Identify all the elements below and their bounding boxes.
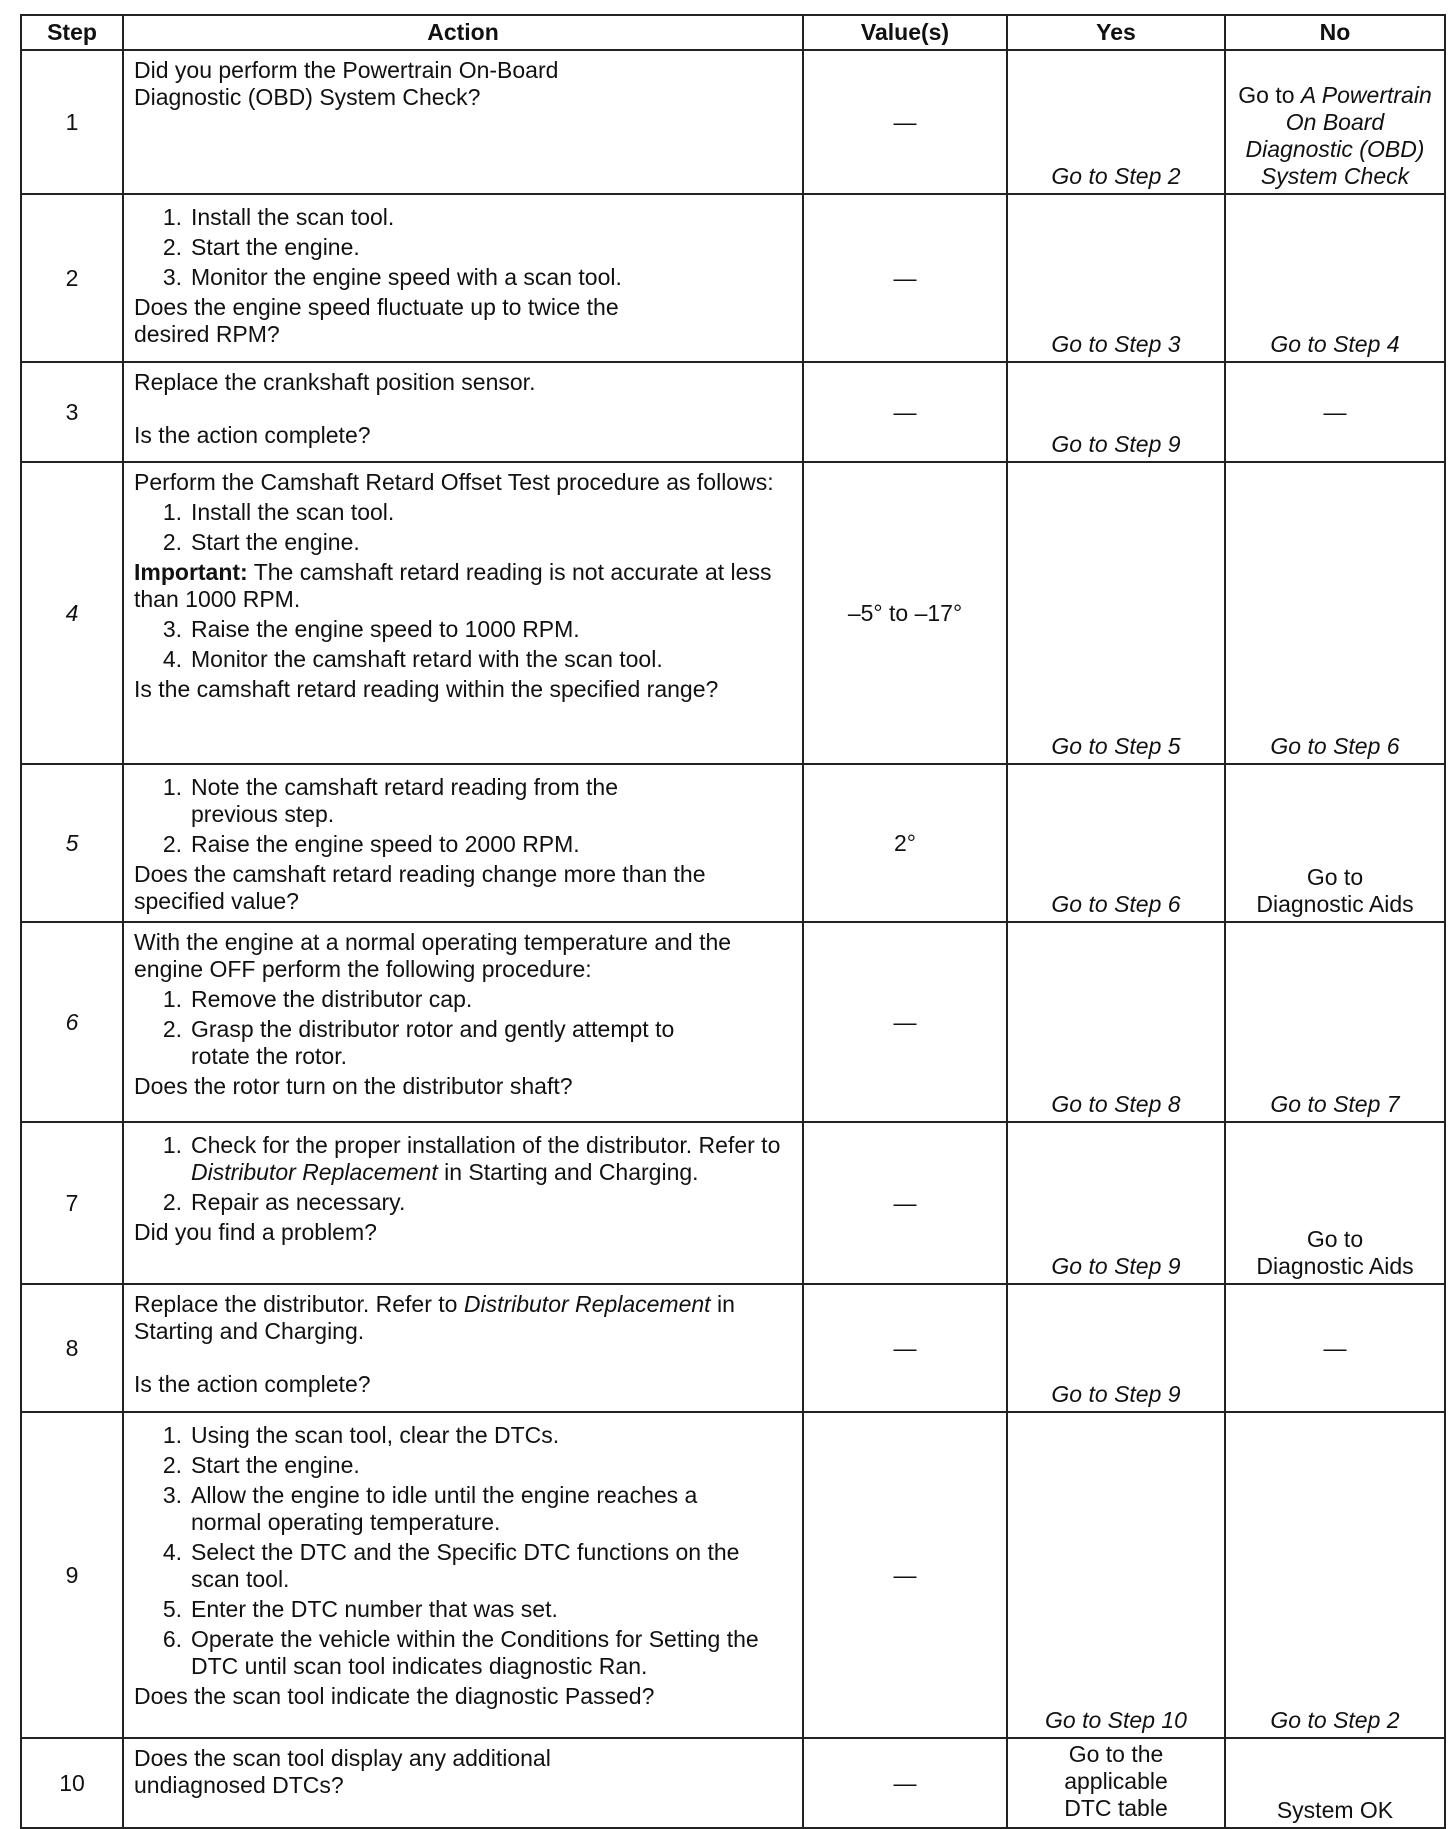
- header-row: [21, 15, 1445, 50]
- no-cell: System OK: [1225, 1738, 1445, 1828]
- value-cell: —: [803, 1412, 1007, 1738]
- yes-cell: Go to Step 9: [1007, 362, 1225, 462]
- list-item: 2. Start the engine.: [162, 234, 360, 260]
- list-item: 3. Monitor the engine speed with a scan tool.: [162, 264, 622, 290]
- action-cell: [123, 50, 803, 194]
- list-item: 4. Monitor the camshaft retard with the scan tool.: [162, 646, 663, 672]
- procedure-list: [134, 499, 792, 556]
- table-row: [21, 764, 1445, 922]
- item-text: Check for the proper installation of the distributor. Refer to: [191, 1132, 781, 1158]
- action-question: Does the rotor turn on the distributor shaft?: [134, 1073, 573, 1099]
- action-question: Is the action complete?: [134, 422, 371, 448]
- list-item: 4. Select the DTC and the Specific DTC functions on the scan tool.: [162, 1539, 740, 1592]
- step-number: 9: [21, 1412, 123, 1738]
- yes-cell: Go to Step 6: [1007, 764, 1225, 922]
- header-yes: Yes: [1007, 15, 1225, 50]
- step-number: 3: [21, 362, 123, 462]
- no-cell: —: [1225, 1284, 1445, 1412]
- list-item: 1. Install the scan tool.: [162, 499, 395, 525]
- action-text: With the engine at a normal operating temperature and the engine OFF perform the following procedure:: [134, 929, 732, 982]
- list-item: 1. Remove the distributor cap.: [162, 986, 473, 1012]
- list-item: 3. Allow the engine to idle until the engine reaches a normal operating temperature.: [162, 1482, 698, 1535]
- list-item: 1. Using the scan tool, clear the DTCs.: [162, 1422, 560, 1448]
- value-cell: —: [803, 1122, 1007, 1284]
- no-cell: Go to Step 6: [1225, 462, 1445, 764]
- list-item: 1. Note the camshaft retard reading from the previous step.: [162, 774, 618, 827]
- yes-cell: Go to Step 5: [1007, 462, 1225, 764]
- list-item: 2. Raise the engine speed to 2000 RPM.: [162, 831, 580, 857]
- value-cell: —: [803, 922, 1007, 1122]
- step-number: 1: [21, 50, 123, 194]
- table-row: [21, 462, 1445, 764]
- no-link-text: A Powertrain On Board Diagnostic (OBD) System Check: [1245, 82, 1432, 189]
- table-row: [21, 1412, 1445, 1738]
- list-item: 2. Start the engine.: [162, 1452, 360, 1478]
- procedure-list: [134, 1422, 792, 1680]
- list-item: 2. Grasp the distributor rotor and gently attempt to rotate the rotor.: [162, 1016, 675, 1069]
- action-question: Did you find a problem?: [134, 1219, 377, 1245]
- action-cell: [123, 1284, 803, 1412]
- list-item: 1. Check for the proper installation of the distributor. Refer to Distributor Replacement in Starting and Charging.: [162, 1132, 781, 1185]
- yes-cell: Go to Step 8: [1007, 922, 1225, 1122]
- step-number: 4: [21, 462, 123, 764]
- list-item: 5. Enter the DTC number that was set.: [162, 1596, 558, 1622]
- step-number: 2: [21, 194, 123, 362]
- action-question: Did you perform the Powertrain On-Board Diagnostic (OBD) System Check?: [134, 57, 559, 110]
- list-item: 2. Repair as necessary.: [162, 1189, 406, 1215]
- step-number: 6: [21, 922, 123, 1122]
- header-step: Step: [21, 15, 123, 50]
- action-cell: [123, 362, 803, 462]
- procedure-list: [134, 774, 792, 858]
- procedure-list: [134, 986, 792, 1070]
- important-note: [134, 559, 792, 613]
- no-cell: Go to Diagnostic Aids: [1225, 1122, 1445, 1284]
- important-text: The camshaft retard reading is not accurate at less than 1000 RPM.: [134, 559, 772, 612]
- table-row: [21, 922, 1445, 1122]
- table-row: [21, 1738, 1445, 1828]
- action-text: Replace the crankshaft position sensor.: [134, 369, 536, 395]
- action-cell: [123, 1412, 803, 1738]
- action-cell: [123, 462, 803, 764]
- no-text: Go to: [1238, 82, 1295, 108]
- list-item: 3. Raise the engine speed to 1000 RPM.: [162, 616, 580, 642]
- procedure-list: [134, 616, 792, 673]
- list-item: 2. Start the engine.: [162, 529, 360, 555]
- item-text: in Starting and Charging.: [444, 1159, 699, 1185]
- no-cell: —: [1225, 362, 1445, 462]
- step-number: 5: [21, 764, 123, 922]
- table-row: [21, 1284, 1445, 1412]
- action-question: Is the action complete?: [134, 1371, 371, 1397]
- reference-text: Distributor Replacement: [463, 1291, 711, 1317]
- value-cell: 2°: [803, 764, 1007, 922]
- action-text: Replace the distributor. Refer to Distributor Replacement in Starting and Charging.: [134, 1291, 735, 1344]
- yes-cell: Go to Step 9: [1007, 1284, 1225, 1412]
- no-cell: Go to Step 4: [1225, 194, 1445, 362]
- procedure-list: [134, 204, 792, 291]
- list-item: 1. Install the scan tool.: [162, 204, 395, 230]
- action-question: Does the scan tool indicate the diagnostic Passed?: [134, 1683, 655, 1709]
- value-cell: –5° to –17°: [803, 462, 1007, 764]
- step-number: 8: [21, 1284, 123, 1412]
- value-cell: —: [803, 50, 1007, 194]
- step-number: 7: [21, 1122, 123, 1284]
- value-cell: —: [803, 1738, 1007, 1828]
- value-cell: —: [803, 194, 1007, 362]
- action-cell: [123, 1122, 803, 1284]
- no-cell: [1225, 50, 1445, 194]
- action-cell: [123, 922, 803, 1122]
- diagnostic-table: [20, 14, 1446, 1829]
- list-item: 6. Operate the vehicle within the Conditions for Setting the DTC until scan tool indicates diagnostic Ran.: [162, 1626, 759, 1679]
- no-cell: Go to Step 7: [1225, 922, 1445, 1122]
- important-label: Important:: [134, 559, 248, 585]
- action-question: Is the camshaft retard reading within the specified range?: [134, 676, 719, 702]
- yes-cell: Go to Step 2: [1007, 50, 1225, 194]
- no-cell: Go to Step 2: [1225, 1412, 1445, 1738]
- step-number: 10: [21, 1738, 123, 1828]
- yes-cell: Go to the applicable DTC table: [1007, 1738, 1225, 1828]
- action-question: Does the engine speed fluctuate up to twice the desired RPM?: [134, 294, 619, 347]
- action-text: Perform the Camshaft Retard Offset Test procedure as follows:: [134, 469, 774, 495]
- action-cell: [123, 1738, 803, 1828]
- action-cell: [123, 764, 803, 922]
- no-cell: Go to Diagnostic Aids: [1225, 764, 1445, 922]
- value-cell: —: [803, 1284, 1007, 1412]
- header-values: Value(s): [803, 15, 1007, 50]
- yes-cell: Go to Step 3: [1007, 194, 1225, 362]
- table-row: [21, 50, 1445, 194]
- table-row: [21, 1122, 1445, 1284]
- table-row: [21, 362, 1445, 462]
- action-question: Does the camshaft retard reading change more than the specified value?: [134, 861, 706, 914]
- action-cell: [123, 194, 803, 362]
- yes-cell: Go to Step 10: [1007, 1412, 1225, 1738]
- action-question: Does the scan tool display any additional undiagnosed DTCs?: [134, 1745, 551, 1798]
- header-action: Action: [123, 15, 803, 50]
- yes-cell: Go to Step 9: [1007, 1122, 1225, 1284]
- value-cell: —: [803, 362, 1007, 462]
- reference-text: Distributor Replacement: [191, 1159, 438, 1185]
- table-row: [21, 194, 1445, 362]
- procedure-list: [134, 1132, 792, 1216]
- header-no: No: [1225, 15, 1445, 50]
